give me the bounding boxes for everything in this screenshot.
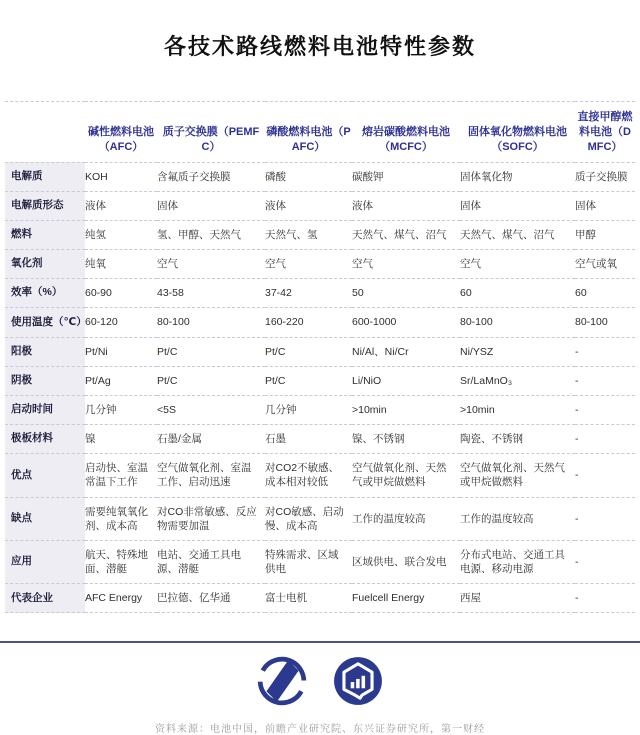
fuel-cell-spec-table — [5, 101, 635, 613]
table-cell: 80-100 — [575, 308, 635, 337]
hexagon-barchart-logo-icon — [332, 655, 384, 707]
column-header: 熔岩碳酸燃料电池（MCFC） — [352, 102, 460, 163]
table-cell: 空气或氧 — [575, 250, 635, 279]
table-cell: 碳酸钾 — [352, 162, 460, 191]
table-cell: 天然气、煤气、沼气 — [352, 220, 460, 249]
row-label: 氧化剂 — [5, 250, 85, 279]
table-cell: 固体 — [460, 191, 575, 220]
table-cell: - — [575, 454, 635, 497]
table-cell: 60-90 — [85, 279, 157, 308]
table-cell: 160-220 — [265, 308, 352, 337]
table-cell: Pt/C — [265, 337, 352, 366]
row-label: 阴极 — [5, 366, 85, 395]
table-row — [5, 425, 635, 454]
logo-row — [0, 655, 640, 707]
table-row — [5, 584, 635, 613]
table-cell: 空气做氧化剂、室温工作、启动迅速 — [157, 454, 265, 497]
table-cell: - — [575, 425, 635, 454]
table-cell: 80-100 — [460, 308, 575, 337]
row-label: 电解质 — [5, 162, 85, 191]
table-cell: 分布式电站、交通工具电源、移动电源 — [460, 540, 575, 583]
source-credit: 资料来源：电池中国，前瞻产业研究院、东兴证券研究所，第一财经 — [155, 724, 485, 735]
row-label: 效率（%） — [5, 279, 85, 308]
table-row — [5, 162, 635, 191]
table-cell: 纯氧 — [85, 250, 157, 279]
table-cell: 陶瓷、不锈钢 — [460, 425, 575, 454]
table-cell: 质子交换膜 — [575, 162, 635, 191]
table-row — [5, 220, 635, 249]
table-cell: 43-58 — [157, 279, 265, 308]
table-cell: Pt/C — [157, 337, 265, 366]
table-cell: >10min — [460, 395, 575, 424]
column-header: 碱性燃料电池（AFC） — [85, 102, 157, 163]
table-row — [5, 497, 635, 540]
table-cell: 航天、特殊地面、潜艇 — [85, 540, 157, 583]
table-cell: Ni/Al、Ni/Cr — [352, 337, 460, 366]
table-cell: 37-42 — [265, 279, 352, 308]
table-cell: Pt/C — [265, 366, 352, 395]
table-cell: Ni/YSZ — [460, 337, 575, 366]
table-row — [5, 366, 635, 395]
table-cell: Sr/LaMnO₃ — [460, 366, 575, 395]
table-cell: 60 — [575, 279, 635, 308]
table-cell: 固体氧化物 — [460, 162, 575, 191]
table-cell: 工作的温度较高 — [352, 497, 460, 540]
table-cell: 启动快、室温常温下工作 — [85, 454, 157, 497]
compass-pen-logo-icon — [256, 655, 308, 707]
table-cell: 空气做氧化剂、天然气或甲烷做燃料 — [352, 454, 460, 497]
row-label: 电解质形态 — [5, 191, 85, 220]
row-label: 阳极 — [5, 337, 85, 366]
table-cell: 石墨/金属 — [157, 425, 265, 454]
table-cell: Fuelcell Energy — [352, 584, 460, 613]
column-header: 质子交换膜（PEMFC） — [157, 102, 265, 163]
table-cell: 石墨 — [265, 425, 352, 454]
table-cell: 天然气、氢 — [265, 220, 352, 249]
table-row — [5, 250, 635, 279]
table-cell: >10min — [352, 395, 460, 424]
table-row — [5, 454, 635, 497]
table-cell: - — [575, 337, 635, 366]
table-cell: - — [575, 395, 635, 424]
table-row — [5, 540, 635, 583]
row-label: 极板材料 — [5, 425, 85, 454]
table-row — [5, 308, 635, 337]
header-corner-cell — [5, 102, 85, 163]
row-label: 代表企业 — [5, 584, 85, 613]
table-cell: 液体 — [265, 191, 352, 220]
header-row — [5, 102, 635, 163]
table-cell: 600-1000 — [352, 308, 460, 337]
table-cell: 空气 — [265, 250, 352, 279]
table-cell: 含氟质子交换膜 — [157, 162, 265, 191]
table-cell: Pt/Ni — [85, 337, 157, 366]
table-cell: - — [575, 366, 635, 395]
table-cell: 磷酸 — [265, 162, 352, 191]
table-cell: 几分钟 — [265, 395, 352, 424]
table-cell: Pt/C — [157, 366, 265, 395]
table-cell: 液体 — [85, 191, 157, 220]
table-cell: 西屋 — [460, 584, 575, 613]
table-cell: 50 — [352, 279, 460, 308]
table-cell: 工作的温度较高 — [460, 497, 575, 540]
row-label: 缺点 — [5, 497, 85, 540]
row-label: 燃料 — [5, 220, 85, 249]
table-row — [5, 191, 635, 220]
table-cell: - — [575, 497, 635, 540]
table-cell: 区域供电、联合发电 — [352, 540, 460, 583]
table-cell: - — [575, 584, 635, 613]
table-cell: 80-100 — [157, 308, 265, 337]
table-cell: KOH — [85, 162, 157, 191]
row-label: 应用 — [5, 540, 85, 583]
table-row — [5, 337, 635, 366]
table-row — [5, 279, 635, 308]
page-title: 各技术路线燃料电池特性参数 — [163, 34, 476, 59]
table-cell: 需要纯氧氧化剂、成本高 — [85, 497, 157, 540]
table-cell: 空气 — [460, 250, 575, 279]
table-cell: 空气 — [352, 250, 460, 279]
table-cell: 固体 — [157, 191, 265, 220]
table-cell: 巴拉德、亿华通 — [157, 584, 265, 613]
row-label: 使用温度（℃） — [5, 308, 85, 337]
column-header: 固体氧化物燃料电池（SOFC） — [460, 102, 575, 163]
table-cell: 氢、甲醇、天然气 — [157, 220, 265, 249]
table-cell: 纯氢 — [85, 220, 157, 249]
table-header-row — [5, 102, 635, 163]
table-cell: 对CO非常敏感、反应物需要加温 — [157, 497, 265, 540]
table-cell: <5S — [157, 395, 265, 424]
table-cell: Pt/Ag — [85, 366, 157, 395]
table-cell: 电站、交通工具电源、潜艇 — [157, 540, 265, 583]
table-cell: 液体 — [352, 191, 460, 220]
table-cell: 几分钟 — [85, 395, 157, 424]
table-cell: - — [575, 540, 635, 583]
table-cell: 镍、不锈钢 — [352, 425, 460, 454]
table-cell: 对CO敏感、启动慢、成本高 — [265, 497, 352, 540]
table-cell: 镍 — [85, 425, 157, 454]
table-cell: 固体 — [575, 191, 635, 220]
table-cell: 对CO2不敏感、成本相对较低 — [265, 454, 352, 497]
row-label: 启动时间 — [5, 395, 85, 424]
row-label: 优点 — [5, 454, 85, 497]
table-cell: 60 — [460, 279, 575, 308]
table-cell: 空气 — [157, 250, 265, 279]
table-cell: Li/NiO — [352, 366, 460, 395]
table-cell: AFC Energy — [85, 584, 157, 613]
table-cell: 甲醇 — [575, 220, 635, 249]
column-header: 直接甲醇燃料电池（DMFC） — [575, 102, 635, 163]
table-cell: 天然气、煤气、沼气 — [460, 220, 575, 249]
table-cell: 特殊需求、区域供电 — [265, 540, 352, 583]
footer-divider — [0, 641, 640, 643]
table-cell: 富士电机 — [265, 584, 352, 613]
column-header: 磷酸燃料电池（PAFC） — [265, 102, 352, 163]
table-cell: 60-120 — [85, 308, 157, 337]
table-body — [5, 162, 635, 613]
table-cell: 空气做氧化剂、天然气或甲烷做燃料 — [460, 454, 575, 497]
table-row — [5, 395, 635, 424]
